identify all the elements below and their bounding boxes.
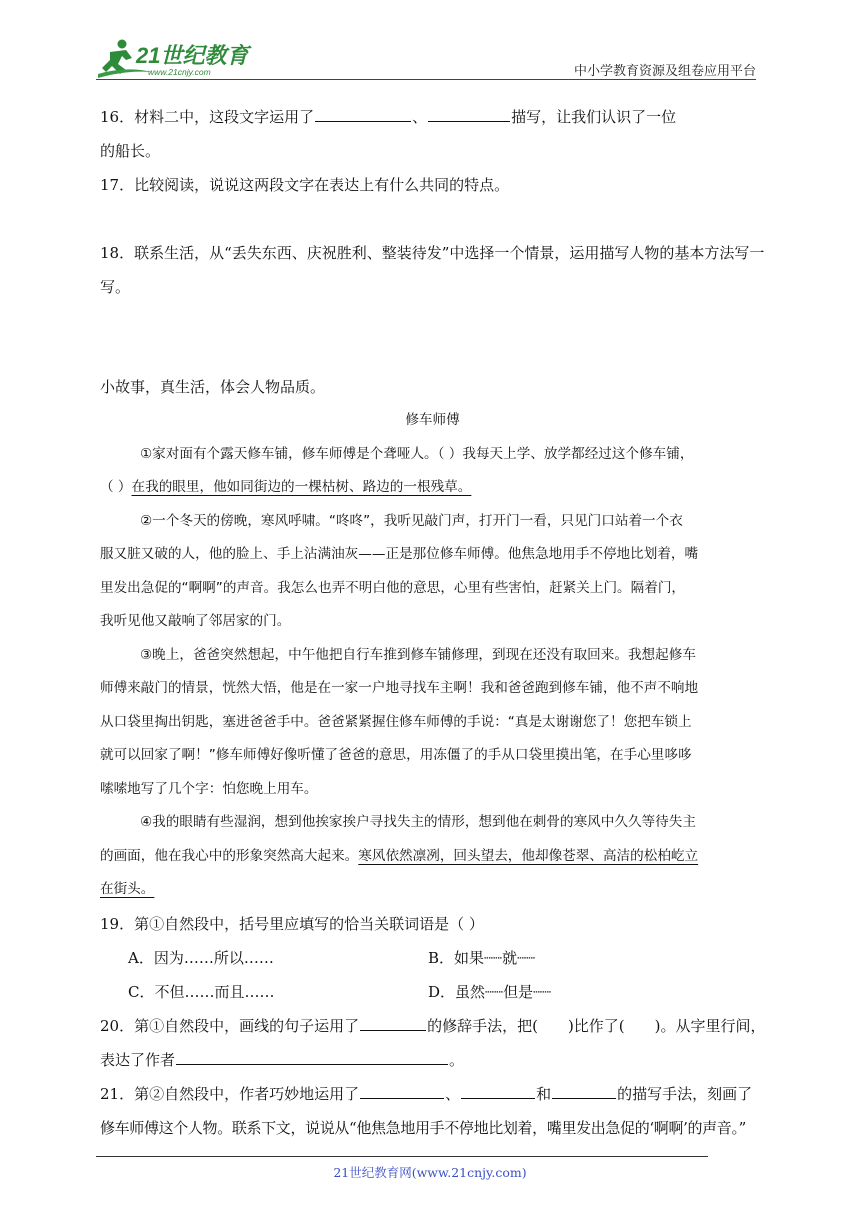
option-d[interactable]: D．虽然┈┈但是┈┈	[428, 982, 552, 1001]
story-title: 修车师傅	[405, 412, 460, 428]
answer-blank[interactable]	[315, 101, 411, 122]
question-18-cont: 写。	[100, 278, 131, 296]
logo	[96, 38, 266, 80]
answer-blank[interactable]	[428, 101, 510, 122]
footer-divider	[96, 1156, 708, 1157]
question-16: 16．材料二中，这段文字运用了 、 描写，让我们认识了一位	[100, 100, 765, 134]
question-16-cont: 的船长。	[100, 142, 161, 160]
question-21-cont: 修车师傅这个人物。联系下文，说说从“他焦急地用手不停地比划着，嘴里发出急促的‘啊啊’的声音。”	[100, 1118, 746, 1137]
header-divider	[96, 79, 756, 80]
story-line: 嗦嗦地写了几个字：怕您晚上用车。	[100, 780, 318, 797]
option-c[interactable]: C．不但……而且……	[128, 982, 275, 1001]
options-row	[100, 975, 765, 1009]
answer-space[interactable]	[100, 304, 765, 338]
answer-blank[interactable]	[360, 1010, 426, 1031]
story-line: 师傅来敲门的情景，恍然大悟，他是在一家一户地寻找车主啊！我和爸爸跑到修车铺，他不声不响地	[100, 680, 699, 696]
story-line: 就可以回家了啊！”修车师傅好像听懂了爸爸的意思，用冻僵了的手从口袋里摸出笔，在手心里哆哆	[100, 747, 692, 763]
options-row	[100, 941, 765, 975]
story-line: 的画面，他在我心中的形象突然高大起来。寒风依然凛冽，回头望去，他却像苍翠、高洁的松柏屹立	[100, 847, 699, 864]
question-19: 19．第①自然段中，括号里应填写的恰当关联词语是（ ）	[100, 914, 484, 933]
story-paragraph-3: ③晚上，爸爸突然想起，中午他把自行车推到修车铺修理，到现在还没有取回来。我想起修车	[140, 646, 696, 663]
footer-link[interactable]: 21世纪教育网(www.21cnjy.com)	[333, 1165, 527, 1180]
answer-blank[interactable]	[552, 1078, 616, 1099]
page-header	[0, 0, 860, 82]
story-paragraph-1: ①家对面有个露天修车铺，修车师傅是个聋哑人。（ ）我每天上学、放学都经过这个修车铺，	[140, 445, 694, 462]
logo-url: www.21cnjy.com	[148, 67, 211, 77]
question-17: 17．比较阅读，说说这两段文字在表达上有什么共同的特点。	[100, 176, 510, 194]
story-paragraph-4: ④我的眼睛有些湿润，想到他挨家挨户寻找失主的情形，想到他在刺骨的寒风中久久等待失主	[140, 814, 696, 830]
logo-text: 21世纪教育	[136, 43, 249, 68]
answer-blank[interactable]	[176, 1044, 448, 1065]
story-line: 从口袋里掏出钥匙，塞进爸爸手中。爸爸紧紧握住修车师傅的手说：“真是太谢谢您了！您把车锁上	[100, 713, 692, 730]
question-21: 21．第②自然段中，作者巧妙地运用了 、 和 的描写手法，刻画了	[100, 1077, 765, 1111]
story-paragraph-2: ②一个冬天的傍晚，寒风呼啸。“咚咚”，我听见敲门声，打开门一看，只见门口站着一个衣	[140, 512, 683, 529]
underlined-sentence: 在我的眼里，他如同街边的一棵枯树、路边的一根残草。	[131, 479, 472, 495]
document-body	[100, 100, 765, 1145]
underlined-sentence: 寒风依然凛冽，回头望去，他却像苍翠、高洁的松柏屹立	[358, 847, 699, 864]
question-18: 18．联系生活，从“丢失东西、庆祝胜利、整装待发”中选择一个情景，运用描写人物的基本方法写一	[100, 244, 765, 262]
story-line	[100, 873, 765, 907]
answer-space[interactable]	[100, 202, 765, 236]
option-a[interactable]: A．因为……所以……	[128, 948, 274, 967]
story-paragraph-1-line2: （ ）在我的眼里，他如同街边的一棵枯树、路边的一根残草。	[100, 479, 472, 495]
story-line: 我听见他又敲响了邻居家的门。	[100, 613, 291, 629]
platform-name: 中小学教育资源及组卷应用平台	[573, 64, 756, 79]
reading-intro: 小故事，真生活，体会人物品质。	[100, 378, 326, 396]
answer-blank[interactable]	[360, 1078, 444, 1099]
question-20: 20．第①自然段中，画线的句子运用了 的修辞手法，把( )比作了( )。从字里行间，	[100, 1009, 765, 1043]
story-line: 服又脏又破的人，他的脸上、手上沾满油灰——正是那位修车师傅。他焦急地用手不停地比划着，嘴	[100, 546, 699, 562]
story-line: 里发出急促的“啊啊”的声音。我怎么也弄不明白他的意思，心里有些害怕，赶紧关上门。隔着门，	[100, 579, 686, 596]
answer-blank[interactable]	[461, 1078, 535, 1099]
question-20-cont: 表达了作者 。	[100, 1043, 765, 1077]
option-b[interactable]: B．如果┈┈就┈┈	[428, 948, 536, 967]
underlined-sentence: 在街头。	[100, 881, 155, 897]
